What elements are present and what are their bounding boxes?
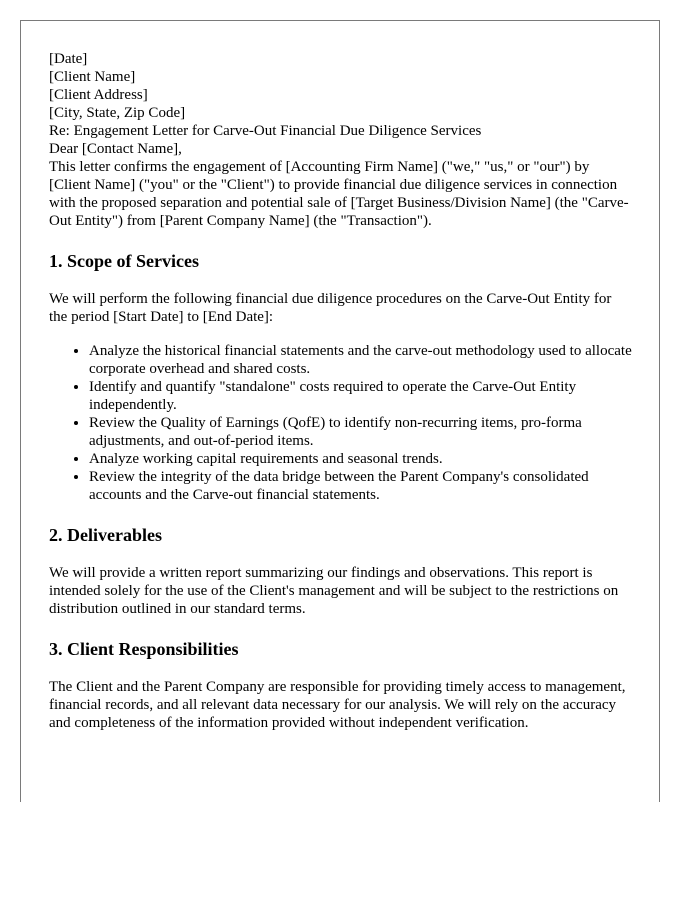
scope-paragraph: We will perform the following financial due diligence procedures on the Carve-Out Entity for the period [Start Date] to [End Date]: [49,291,612,325]
letter-content [49,50,633,732]
list-item: • Identify and quantify "standalone" costs required to operate the Carve-Out Entity independently. [89,378,633,414]
client-address-line: [Client Address] [49,87,148,103]
scope-list [49,342,633,504]
client-responsibilities-paragraph: The Client and the Parent Company are responsible for providing timely access to management, financial records, and all relevant data necessary for our analysis. We will rely on the accuracy and completeness of the information provided without independent verification. [49,679,626,731]
section-heading-deliverables: 2. Deliverables [49,525,162,545]
list-item: • Review the integrity of the data bridge between the Parent Company's consolidated accounts and the Carve-out financial statements. [89,468,633,504]
intro-paragraph: This letter confirms the engagement of [Accounting Firm Name] ("we," "us," or "our") by [Client Name] ("you" or the "Client") to provide financial due diligence services in connection with the proposed separation and potential sale of [Target Business/Division Name] (the "Carve-Out Entity") from [Parent Company Name] (the "Transaction"). [49,159,629,229]
letter-date: [Date] [49,51,88,67]
section-heading-client-responsibilities: 3. Client Responsibilities [49,639,239,659]
list-item: • Analyze the historical financial statements and the carve-out methodology used to allocate corporate overhead and shared costs. [89,342,633,378]
deliverables-paragraph: We will provide a written report summarizing our findings and observations. This report is intended solely for the use of the Client's management and will be subject to the restrictions on distribution outlined in our standard terms. [49,565,619,617]
letter-page [20,20,660,802]
city-state-zip-line: [City, State, Zip Code] [49,105,186,121]
client-name-line: [Client Name] [49,69,136,85]
salutation: Dear [Contact Name], [49,141,182,157]
list-item: • Review the Quality of Earnings (QofE) to identify non-recurring items, pro-forma adjustments, and out-of-period items. [89,414,633,450]
subject-line: Re: Engagement Letter for Carve-Out Financial Due Diligence Services [49,123,482,139]
section-heading-scope: 1. Scope of Services [49,251,199,271]
list-item: • Analyze working capital requirements and seasonal trends. [89,450,633,468]
recipient-address [49,68,633,122]
